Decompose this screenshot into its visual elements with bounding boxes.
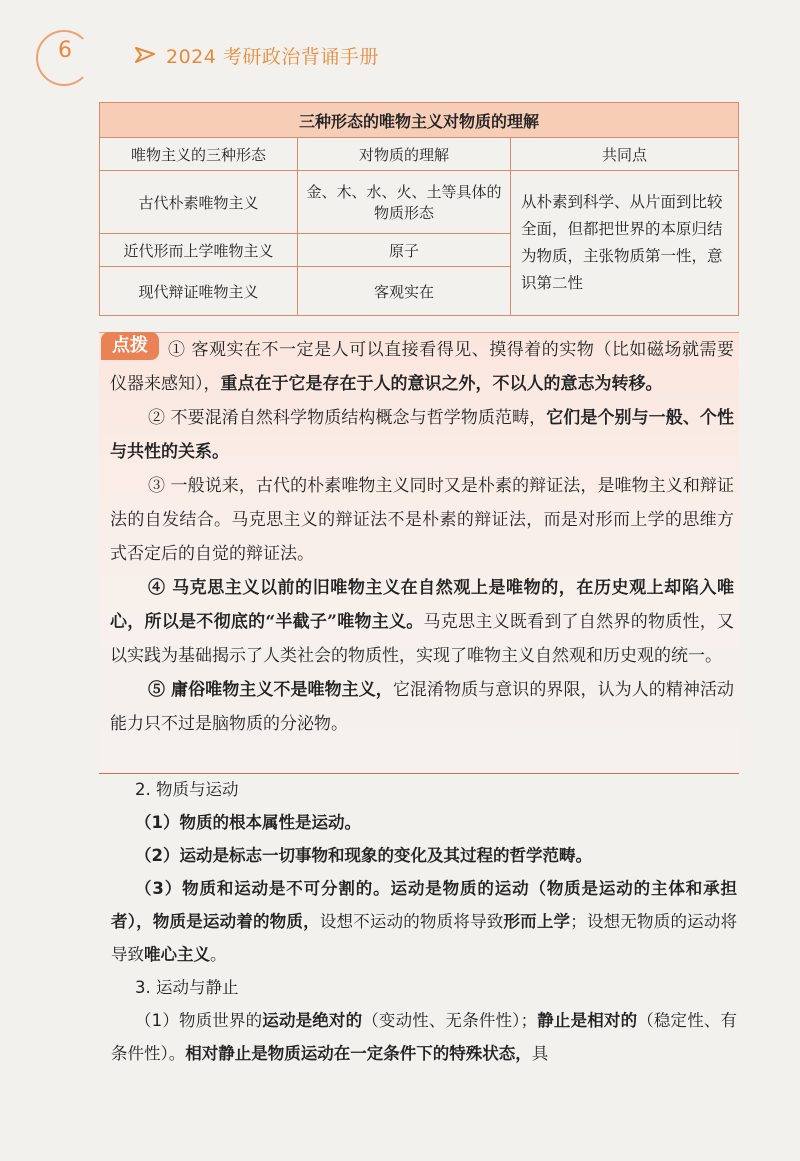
table-cell: 古代朴素唯物主义 — [100, 171, 298, 234]
emphasis: 相对静止是物质运动在一定条件下的特殊状态， — [185, 1044, 532, 1063]
text: （稳定性、有条件性）。 — [111, 1011, 738, 1063]
tip-paragraph — [110, 673, 734, 741]
table-row — [100, 171, 739, 234]
tip-text: 它混淆物质与意识的界限，认为人的精神活动能力只不过是脑物质的分泌物。 — [110, 680, 735, 734]
book-title: 2024 考研政治背诵手册 — [166, 46, 379, 68]
page-number: 6 — [58, 38, 72, 63]
list-item — [111, 1004, 737, 1070]
emphasis: 形而上学 — [503, 912, 571, 931]
page-header — [36, 26, 436, 86]
materialism-table — [99, 102, 739, 316]
common-point-cell: 从朴素到科学、从片面到比较全面，但都把世界的本原归结为物质，主张物质第一性，意识第二性 — [511, 171, 739, 316]
tip-content — [110, 333, 734, 741]
tip-emphasis: ⑤ 庸俗唯物主义不是唯物主义， — [148, 680, 393, 700]
list-item — [111, 872, 737, 971]
text: ；设想无物质的运动将导致 — [111, 912, 738, 964]
tip-badge: 点拨 — [101, 332, 159, 360]
tip-emphasis: 重点在于它是存在于人的意识之外，不以人的意志为转移。 — [220, 374, 663, 394]
text: 。 — [210, 945, 227, 964]
table-cell: 近代形而上学唯物主义 — [100, 234, 298, 267]
column-header: 唯物主义的三种形态 — [100, 138, 298, 171]
tip-emphasis: 它们是个别与一般、个性与共性的关系。 — [110, 408, 734, 462]
tip-text: ② 不要混淆自然科学物质结构概念与哲学物质范畴， — [148, 408, 547, 428]
table-cell: 原子 — [298, 234, 511, 267]
column-header: 共同点 — [511, 138, 739, 171]
table-caption: 三种形态的唯物主义对物质的理解 — [100, 103, 739, 138]
text: 设想不运动的物质将导致 — [319, 912, 504, 931]
section-heading: 2. 物质与运动 — [135, 780, 239, 799]
list-item: （1）物质的根本属性是运动。 — [135, 813, 361, 832]
tip-paragraph — [110, 333, 734, 401]
tip-emphasis: ④ 马克思主义以前的旧唯物主义在自然观上是唯物的，在历史观上却陷入唯心，所以是不彻底的“半截子”唯物主义。 — [110, 578, 734, 632]
emphasis: 静止是相对的 — [537, 1011, 638, 1030]
text: 具 — [531, 1044, 549, 1063]
tip-paragraph — [110, 571, 734, 673]
table-cell: 客观实在 — [298, 267, 511, 316]
tip-paragraph: ③ 一般说来，古代的朴素唯物主义同时又是朴素的辩证法，是唯物主义和辩证法的自发结合。马克思主义的辩证法不是朴素的辩证法，而是对形而上学的思维方式否定后的自觉的辩证法。 — [110, 476, 734, 564]
table-cell: 金、木、水、火、土等具体的物质形态 — [298, 171, 511, 234]
tip-paragraph — [110, 401, 734, 469]
emphasis: 运动是绝对的 — [262, 1011, 363, 1030]
emphasis: 唯心主义 — [144, 945, 210, 964]
table-cell: 现代辩证唯物主义 — [100, 267, 298, 316]
tip-text: ① 客观实在不一定是人可以直接看得见、摸得着的实物（比如磁场就需要仪器来感知）， — [110, 340, 734, 394]
paper-plane-icon — [134, 44, 156, 66]
list-item: （2）运动是标志一切事物和现象的变化及其过程的哲学范畴。 — [135, 846, 592, 865]
text: （变动性、无条件性）； — [362, 1011, 538, 1030]
emphasis: （3）物质和运动是不可分割的。运动是物质的运动（物质是运动的主体和承担者），物质是运动着的物质， — [111, 879, 737, 931]
column-header: 对物质的理解 — [298, 138, 511, 171]
main-text — [111, 773, 737, 1070]
tip-text: 马克思主义既看到了自然界的物质性，又以实践为基础揭示了人类社会的物质性，实现了唯物主义自然观和历史观的统一。 — [110, 612, 735, 666]
section-heading: 3. 运动与静止 — [135, 978, 239, 997]
text: （1）物质世界的 — [135, 1011, 263, 1030]
